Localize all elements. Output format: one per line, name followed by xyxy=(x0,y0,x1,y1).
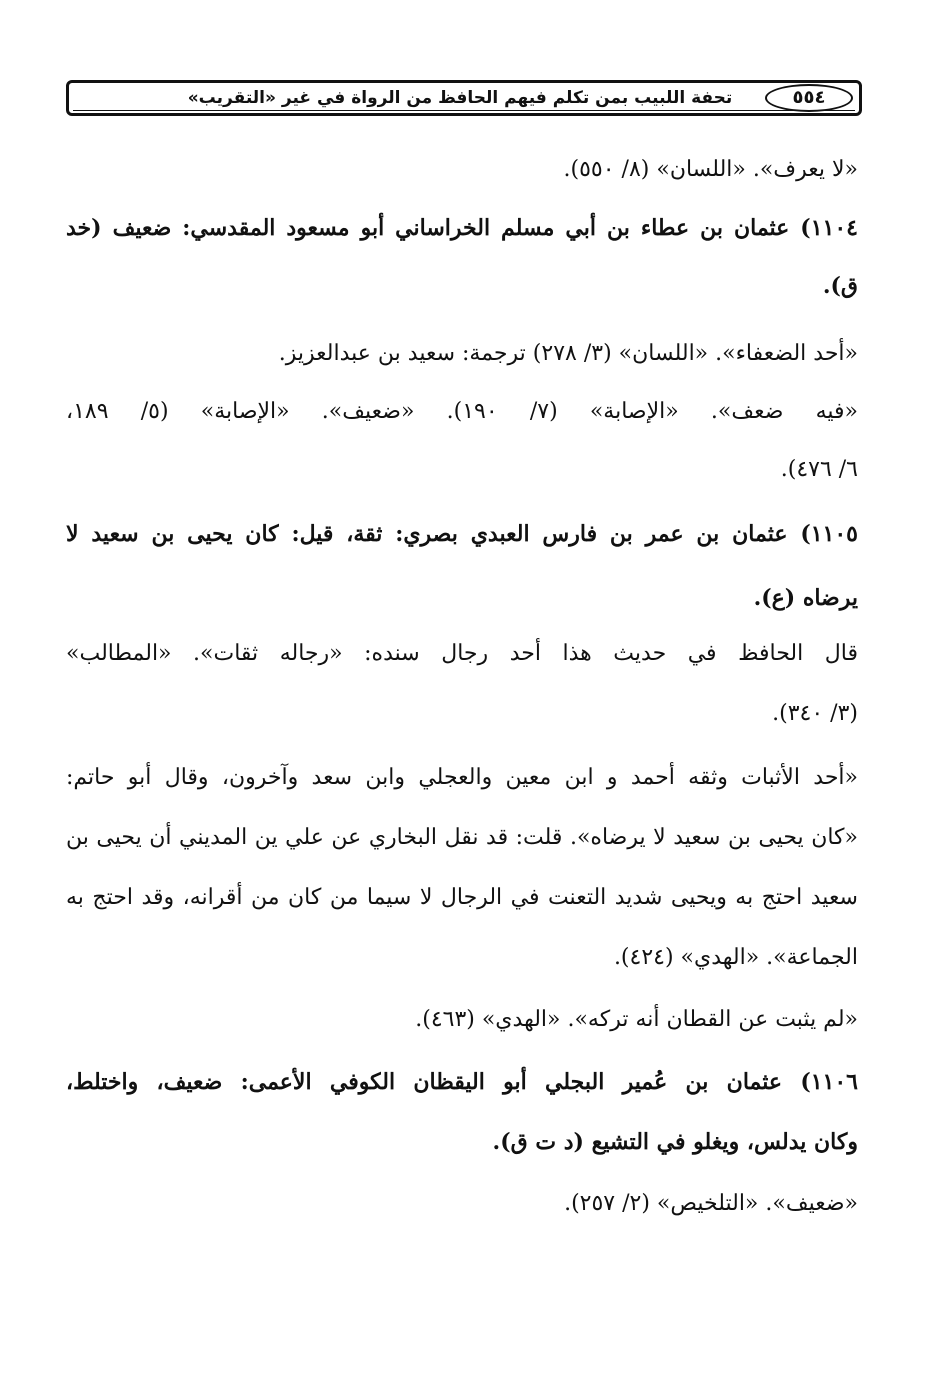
text-line: سعيد احتج به ويحيى شديد التعنت في الرجال لا سيما من كان من أقرانه، وقد احتج به xyxy=(66,885,858,910)
text-line: «فيه ضعف». «الإصابة» (٧/ ١٩٠). «ضعيف». «الإصابة» (٥/ ١٨٩، xyxy=(66,399,858,424)
entry-1106-line: وكان يدلس، ويغلو في التشيع (د ت ق). xyxy=(492,1129,858,1155)
text-line: «لم يثبت عن القطان أنه تركه». «الهدي» (٤٦٣). xyxy=(415,1007,858,1032)
text-line: (٣/ ٣٤٠). xyxy=(772,701,858,726)
header-title: تحفة اللبيب بمن تكلم فيهم الحافظ من الرواة في غير «التقريب» xyxy=(187,88,733,108)
running-header xyxy=(66,80,862,116)
page-number: ٥٥٤ xyxy=(765,84,853,112)
entry-1105-line: ١١٠٥) عثمان بن عمر بن فارس العبدي بصري: ثقة، قيل: كان يحيى بن سعيد لا xyxy=(66,521,858,547)
entry-1104-line: ١١٠٤) عثمان بن عطاء بن أبي مسلم الخراساني أبو مسعود المقدسي: ضعيف (خد xyxy=(66,215,858,241)
text-line: «أحد الأثبات وثقه أحمد و ابن معين والعجلي وابن سعد وآخرون، وقال أبو حاتم: xyxy=(66,765,858,790)
text-line: «ضعيف». «التلخيص» (٢/ ٢٥٧). xyxy=(564,1191,858,1216)
text-line: «أحد الضعفاء». «اللسان» (٣/ ٢٧٨) ترجمة: سعيد بن عبدالعزيز. xyxy=(278,341,858,366)
text-line: «كان يحيى بن سعيد لا يرضاه». قلت: قد نقل البخاري عن علي ين المديني أن يحيى بن xyxy=(66,825,858,850)
text-line: قال الحافظ في حديث هذا أحد رجال سنده: «رجاله ثقات». «المطالب» xyxy=(66,641,858,666)
text-line: الجماعة». «الهدي» (٤٢٤). xyxy=(613,945,858,970)
entry-1105-line: يرضاه (ع). xyxy=(753,585,858,611)
entry-1106-line: ١١٠٦) عثمان بن عُمير البجلي أبو اليقظان الكوفي الأعمى: ضعيف، واختلط، xyxy=(66,1069,858,1095)
entry-1104-line: ق). xyxy=(822,273,858,299)
text-line: «لا يعرف». «اللسان» (٨/ ٥٥٠). xyxy=(563,157,858,182)
text-line: ٦/ ٤٧٦). xyxy=(780,457,858,482)
